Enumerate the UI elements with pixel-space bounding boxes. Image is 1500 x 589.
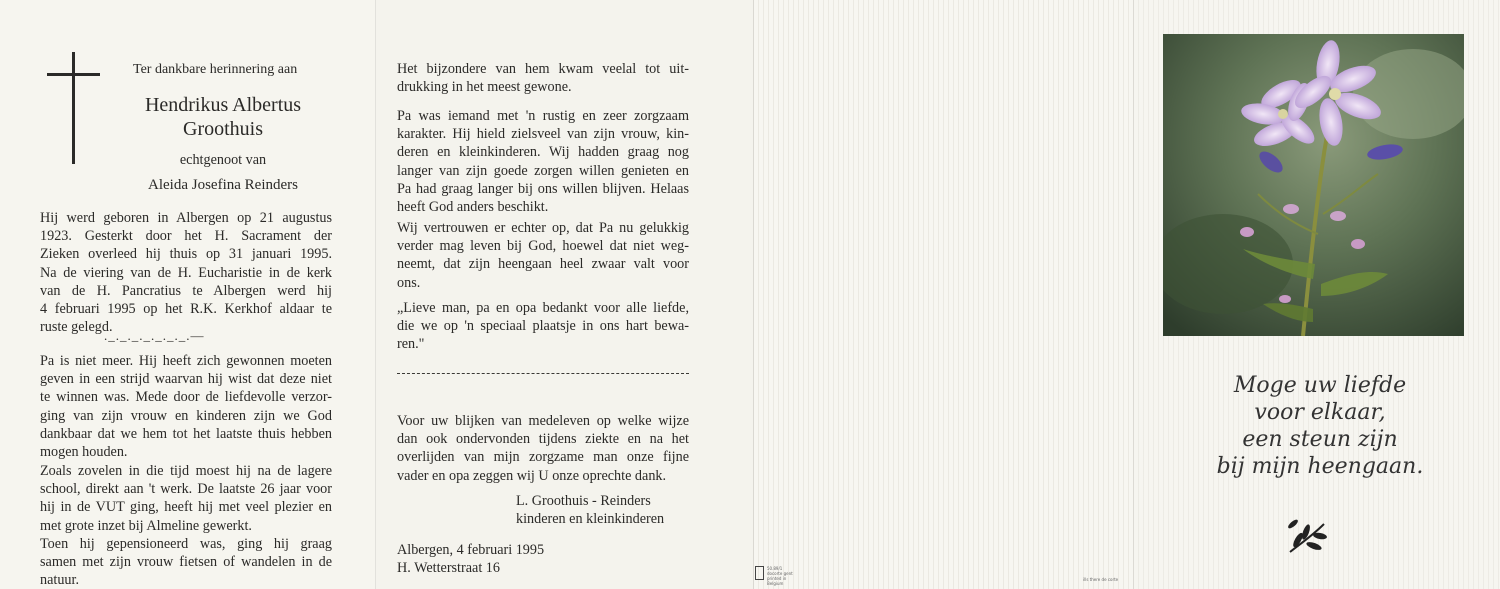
thanks-paragraph — [397, 412, 689, 485]
flower-photo — [1163, 34, 1464, 336]
deceased-name-line2: Groothuis — [183, 118, 263, 140]
para-line: Het bijzondere van hem kwam veelal tot uit- — [397, 61, 689, 77]
card-panel-center — [375, 0, 753, 589]
spouse-name: Aleida Josefina Reinders — [148, 177, 298, 193]
paragraph-work-life — [40, 462, 332, 589]
para-line: Toen hij gepensioneerd was, ging hij graag — [40, 535, 332, 552]
bio-line: van de H. Pancratius te Albergen werd hij — [40, 282, 332, 299]
section-separator: ._._._._._._._.— — [104, 328, 205, 343]
para-line: Pa had graag langer bij ons willen blijven. Helaas — [397, 180, 689, 197]
spouse-intro: echtgenoot van — [179, 152, 267, 168]
fold-line — [753, 0, 754, 589]
para-line: Wij vertrouwen er echter op, dat Pa nu gelukkig — [397, 220, 689, 236]
biography-paragraph — [40, 209, 332, 336]
cross-icon-bar — [47, 73, 100, 76]
bio-line: Hij werd geboren in Albergen op 21 augustus — [40, 210, 332, 226]
address: H. Wetterstraat 16 — [397, 560, 500, 576]
para-line: ging van zijn vrouw en kinderen zijn we God — [40, 407, 332, 424]
bio-line: ruste gelegd. — [40, 319, 113, 336]
para-line: Pa is niet meer. Hij heeft zich gewonnen moeten — [40, 353, 332, 369]
fold-line — [375, 0, 376, 589]
handwritten-verse — [1200, 372, 1440, 480]
para-line: hij in de VUT ging, heeft hij met veel plezier en — [40, 499, 332, 516]
paragraph-faith — [397, 219, 689, 292]
para-line: Zoals zovelen in die tijd moest hij na de lagere — [40, 463, 332, 479]
bio-line: Zieken overleed hij thuis op 31 januari 1995. — [40, 246, 332, 263]
quote-line: „Lieve man, pa en opa bedankt voor alle liefde, — [397, 300, 689, 316]
verse-line: voor elkaar, — [1254, 400, 1386, 425]
printer-mark: 50.89/1 docorte gent printed in Belgium — [767, 566, 793, 586]
olive-branch-icon — [1284, 516, 1330, 558]
thanks-line: overlijden van mijn zorgzame man onze fijne — [397, 449, 689, 466]
paragraph-pa-is-niet-meer — [40, 352, 332, 461]
thanks-line: Voor uw blijken van medeleven op welke wijze — [397, 413, 689, 429]
para-line: Pa was iemand met 'n rustig en zeer zorgzaam — [397, 108, 689, 124]
dashed-divider — [397, 373, 689, 374]
para-line: mogen houden. — [40, 444, 128, 461]
bio-line: 1923. Gesterkt door het H. Sacrament der — [40, 228, 332, 245]
verse-line: bij mijn heengaan. — [1216, 454, 1424, 479]
intro-text: Ter dankbare herinnering aan — [133, 62, 298, 77]
card-panel-left — [0, 0, 375, 589]
para-line: ons. — [397, 274, 421, 291]
para-line: dankbaar dat we hem tot het laatste thuis hebben — [40, 425, 332, 442]
deceased-name-line1: Hendrikus Albertus — [144, 94, 302, 116]
thanks-line: vader en opa zeggen wij U onze oprechte dank. — [397, 467, 667, 484]
paragraph-character — [397, 107, 689, 216]
para-line: samen met zijn vrouw fietsen of wandelen in de — [40, 554, 332, 571]
para-line: langer van zijn goede zorgen willen genieten en — [397, 162, 689, 179]
signature-name: L. Groothuis - Reinders — [516, 493, 651, 509]
back-mark: ills there de corte — [1083, 577, 1119, 582]
cross-icon — [72, 52, 75, 164]
para-line: drukking in het meest gewone. — [397, 79, 572, 96]
para-line: geven in een strijd waarvan hij wist dat deze niet — [40, 371, 332, 388]
bio-line: Na de viering van de H. Eucharistie in de kerk — [40, 264, 332, 281]
quote-paragraph — [397, 299, 689, 354]
para-line: verder mag leven bij God, hoewel dat niet weg- — [397, 238, 689, 255]
quote-line: die we op 'n speciaal plaatsje in ons hart bewa- — [397, 318, 689, 335]
para-line: school, direkt aan 't werk. De laatste 26 jaar voor — [40, 481, 332, 498]
paragraph-bijzondere — [397, 60, 689, 96]
para-line: neemt, dat zijn heengaan heel zwaar valt voor — [397, 256, 689, 273]
para-line: karakter. Hij hield zielsveel van zijn vrouw, kin- — [397, 126, 689, 143]
bio-line: 4 februari 1995 op het R.K. Kerkhof aldaar te — [40, 301, 332, 318]
card-panel-back — [753, 0, 1133, 589]
verse-line: Moge uw liefde — [1233, 373, 1407, 398]
thanks-line: dan ook ondervonden tijdens ziekte en na het — [397, 431, 689, 448]
quote-line: ren." — [397, 336, 425, 353]
signature-family: kinderen en kleinkinderen — [516, 511, 665, 527]
para-line: natuur. — [40, 572, 80, 589]
place-date: Albergen, 4 februari 1995 — [397, 542, 545, 558]
verse-line: een steun zijn — [1242, 427, 1398, 452]
para-line: te winnen was. Mede door de liefdevolle verzor- — [40, 389, 332, 406]
printer-logo-icon — [755, 566, 764, 580]
para-line: deren en kleinkinderen. Wij hadden graag nog — [397, 144, 689, 161]
fold-line — [1133, 0, 1134, 589]
para-line: met grote inzet bij Almeline gewerkt. — [40, 517, 252, 534]
para-line: heeft God anders beschikt. — [397, 199, 549, 216]
